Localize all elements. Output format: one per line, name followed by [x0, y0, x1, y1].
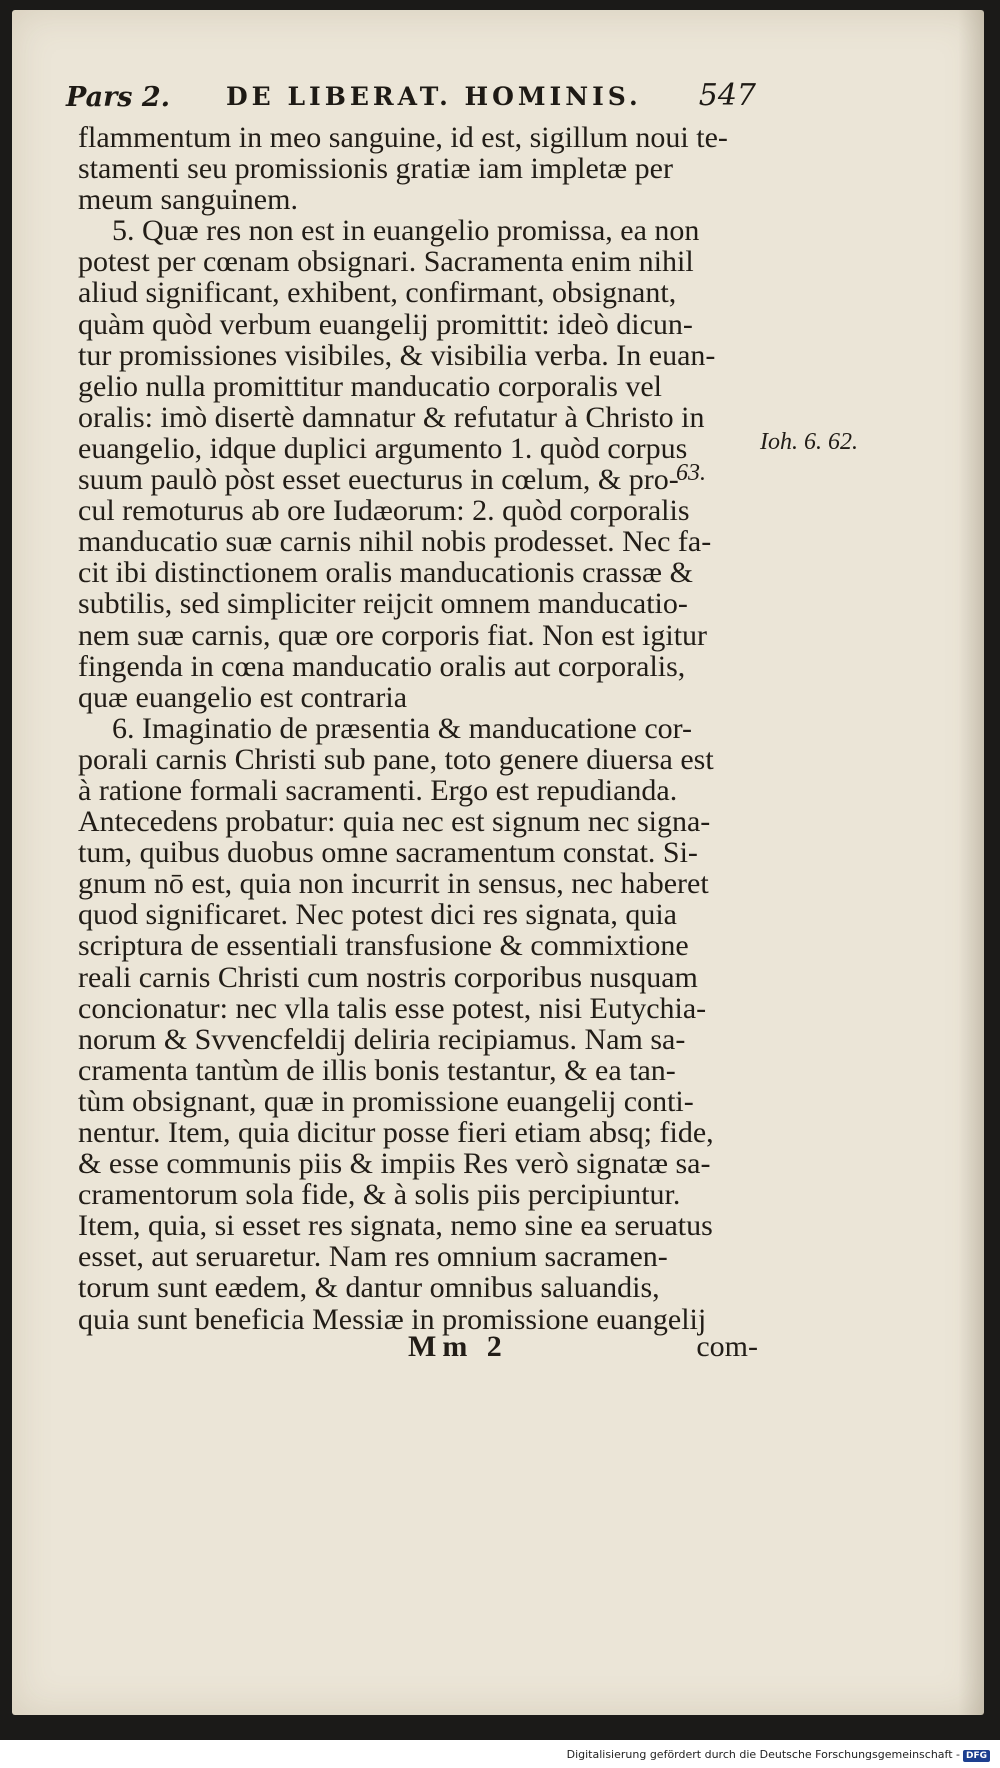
text-line: tur promissiones visibiles, & visibilia verba. In euan-	[78, 338, 716, 372]
margin-note-reference-cont: 63.	[676, 460, 706, 486]
text-line: concionatur: nec vlla talis esse potest, nisi Eutychia-	[78, 991, 707, 1025]
text-line: & esse communis piis & impiis Res verò signatæ sa-	[78, 1147, 711, 1181]
running-head	[66, 70, 756, 122]
text-line: quàm quòd verbum euangelij promittit: ideò dicun-	[78, 307, 693, 341]
page-footer	[78, 1330, 758, 1366]
text-line: euangelio, idque duplici argumento 1. quòd corpus	[78, 431, 688, 465]
text-line: quia sunt beneficia Messiæ in promissione euangelij	[78, 1302, 707, 1336]
text-line: oralis: imò disertè damnatur & refutatur à Christo in	[78, 400, 705, 434]
text-line: suum paulò pòst esset euecturus in cœlum, & pro-	[78, 463, 679, 497]
text-line: quæ euangelio est contraria	[78, 680, 408, 714]
body-text	[78, 122, 758, 1335]
text-line: fingenda in cœna manducatio oralis aut corporalis,	[78, 649, 686, 683]
running-head-title: DE LIBERAT. HOMINIS.	[226, 82, 642, 111]
text-line: scriptura de essentiali transfusione & commixtione	[78, 929, 689, 963]
digitization-credit	[567, 1748, 990, 1762]
catchword: com-	[696, 1330, 758, 1363]
text-line: à ratione formali sacramenti. Ergo est repudianda.	[78, 773, 678, 807]
text-line: nem suæ carnis, quæ ore corporis fiat. Non est igitur	[78, 618, 708, 652]
text-line: torum sunt eædem, & dantur omnibus saluandis,	[78, 1271, 660, 1305]
page-number: 547	[698, 78, 756, 113]
text-line: cramentorum sola fide, & à solis piis percipiuntur.	[78, 1178, 681, 1212]
text-line: cramenta tantùm de illis bonis testantur, & ea tan-	[78, 1053, 676, 1087]
text-line: esset, aut seruaretur. Nam res omnium sacramen-	[78, 1240, 668, 1274]
text-line: flammentum in meo sanguine, id est, sigillum noui te-	[78, 121, 728, 154]
text-line: gnum nō est, quia non incurrit in sensus, nec haberet	[78, 867, 709, 901]
text-line: norum & Svvencfeldij deliria recipiamus. Nam sa-	[78, 1022, 686, 1056]
text-line: subtilis, sed simpliciter reijcit omnem manducatio-	[78, 587, 688, 621]
text-line: tum, quibus duobus omne sacramentum constat. Si-	[78, 836, 698, 870]
text-line: potest per cœnam obsignari. Sacramenta enim nihil	[78, 245, 694, 279]
text-line: quod significaret. Nec potest dici res signata, quia	[78, 898, 677, 932]
dfg-logo: DFG	[963, 1750, 990, 1762]
credit-text: Digitalisierung gefördert durch die Deutsche Forschungsgemeinschaft -	[566, 1748, 960, 1761]
text-line: porali carnis Christi sub pane, toto genere diuersa est	[78, 742, 714, 776]
text-line: Item, quia, si esset res signata, nemo sine ea seruatus	[78, 1209, 713, 1243]
signature-mark: Mm 2	[408, 1330, 508, 1363]
text-line: 5. Quæ res non est in euangelio promissa, ea non	[112, 214, 700, 248]
text-line: tùm obsignant, quæ in promissione euangelij conti-	[78, 1084, 694, 1118]
text-line: reali carnis Christi cum nostris corporibus nusquam	[78, 960, 698, 994]
text-line: cul remoturus ab ore Iudæorum: 2. quòd corporalis	[78, 494, 690, 528]
text-line: aliud significant, exhibent, confirmant, obsignant,	[78, 276, 677, 310]
text-line: Antecedens probatur: quia nec est signum nec signa-	[78, 805, 711, 839]
text-line: meum sanguinem.	[78, 183, 298, 217]
text-line: stamenti seu promissionis gratiæ iam impletæ per	[78, 152, 673, 186]
margin-note-reference: Ioh. 6. 62.	[760, 429, 858, 455]
running-head-part: Pars 2.	[66, 82, 171, 113]
text-line: 6. Imaginatio de præsentia & manducatione cor-	[112, 711, 693, 745]
text-line: cit ibi distinctionem oralis manducationis crassæ &	[78, 556, 693, 590]
text-line: manducatio suæ carnis nihil nobis prodesset. Nec fa-	[78, 525, 712, 559]
book-page	[12, 10, 984, 1715]
text-line: nentur. Item, quia dicitur posse fieri etiam absq; fide,	[78, 1116, 714, 1149]
text-line: gelio nulla promittitur manducatio corporalis vel	[78, 369, 663, 403]
